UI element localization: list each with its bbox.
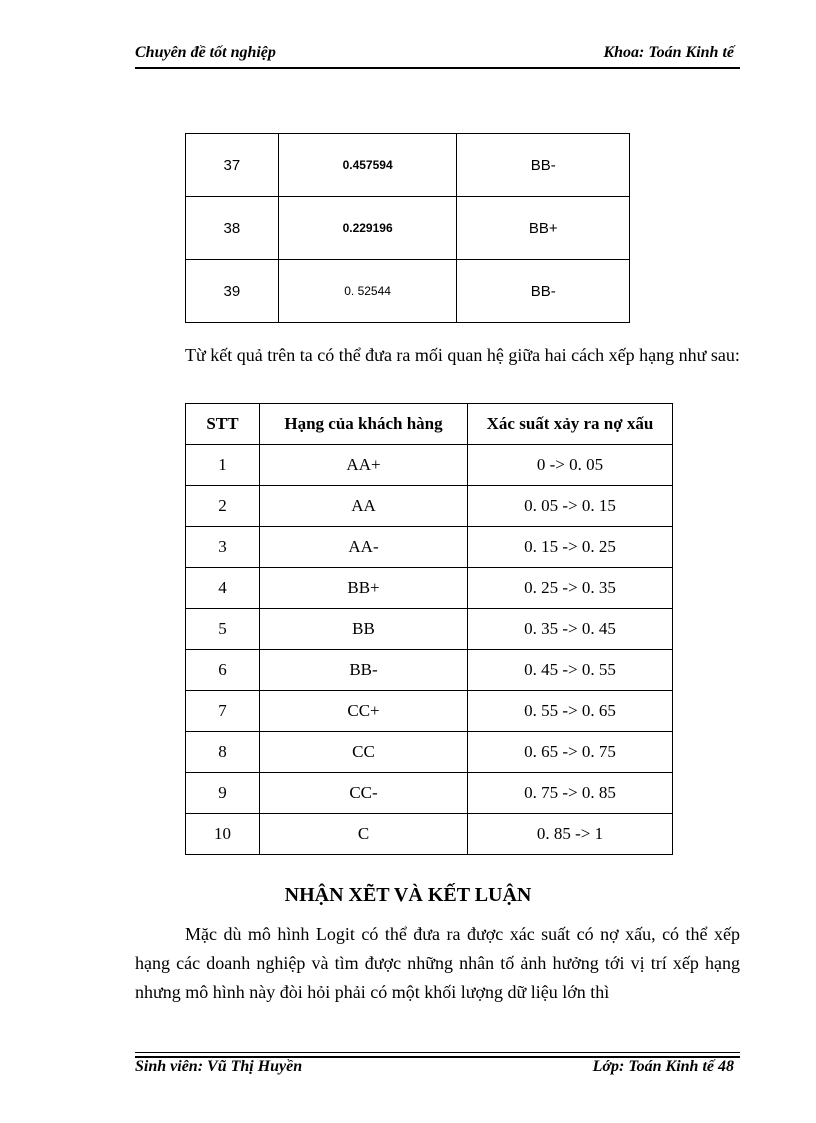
table-cell-probability: 0.229196 bbox=[278, 197, 457, 260]
footer-left-text: Sinh viên: Vũ Thị Huyền bbox=[135, 1058, 303, 1075]
header-rule bbox=[135, 67, 740, 69]
page-footer bbox=[135, 1058, 740, 1080]
column-header-probability: Xác suất xảy ra nợ xấu bbox=[468, 404, 673, 445]
table-cell-rank: AA+ bbox=[260, 445, 468, 486]
table-row bbox=[186, 260, 630, 323]
table-cell-stt: 5 bbox=[186, 609, 260, 650]
table-row bbox=[186, 527, 673, 568]
table-cell-probability: 0. 85 -> 1 bbox=[468, 814, 673, 855]
table-cell-probability: 0.457594 bbox=[278, 134, 457, 197]
table-cell-rank: BB- bbox=[457, 260, 630, 323]
table-cell-probability: 0. 65 -> 0. 75 bbox=[468, 732, 673, 773]
table-cell-probability: 0. 15 -> 0. 25 bbox=[468, 527, 673, 568]
table-cell-probability: 0. 75 -> 0. 85 bbox=[468, 773, 673, 814]
table-row bbox=[186, 650, 673, 691]
table-cell-stt: 3 bbox=[186, 527, 260, 568]
table-row bbox=[186, 732, 673, 773]
table-cell-stt: 39 bbox=[186, 260, 279, 323]
table-cell-stt: 1 bbox=[186, 445, 260, 486]
table-cell-rank: BB bbox=[260, 609, 468, 650]
table-row bbox=[186, 773, 673, 814]
table-cell-rank: CC+ bbox=[260, 691, 468, 732]
table-cell-rank: CC bbox=[260, 732, 468, 773]
section-title: NHẬN XẼT VÀ KẾT LUẬN bbox=[284, 884, 532, 906]
table-row bbox=[186, 486, 673, 527]
table-cell-stt: 10 bbox=[186, 814, 260, 855]
table-row bbox=[186, 609, 673, 650]
table-row bbox=[186, 814, 673, 855]
table-cell-probability: 0. 35 -> 0. 45 bbox=[468, 609, 673, 650]
conclusion-paragraph bbox=[135, 920, 740, 1007]
header-right-text: Khoa: Toán Kinh tế bbox=[603, 44, 734, 61]
table-cell-stt: 7 bbox=[186, 691, 260, 732]
table-cell-rank: BB+ bbox=[260, 568, 468, 609]
table-cell-probability: 0. 45 -> 0. 55 bbox=[468, 650, 673, 691]
page-header bbox=[135, 44, 740, 66]
table-cell-stt: 2 bbox=[186, 486, 260, 527]
table-cell-rank: C bbox=[260, 814, 468, 855]
table-cell-rank: BB- bbox=[457, 134, 630, 197]
table-row bbox=[186, 445, 673, 486]
table-row bbox=[186, 568, 673, 609]
table-cell-rank: AA bbox=[260, 486, 468, 527]
table-cell-stt: 37 bbox=[186, 134, 279, 197]
table-cell-rank: AA- bbox=[260, 527, 468, 568]
conclusion-paragraph-text: Mặc dù mô hình Logit có thể đưa ra được xác suất có nợ xấu, có thể xếp hạng các doanh nghiệp và tìm được những nhân tố ảnh hưởng tới vị trí xếp hạng nhưng mô hình này đòi hỏi phải có một khối lượng dữ liệu lớn thì bbox=[135, 924, 740, 1002]
table-cell-stt: 6 bbox=[186, 650, 260, 691]
intro-paragraph bbox=[135, 341, 740, 370]
table-cell-probability: 0. 25 -> 0. 35 bbox=[468, 568, 673, 609]
intro-paragraph-text: Từ kết quả trên ta có thể đưa ra mối quan hệ giữa hai cách xếp hạng như sau: bbox=[185, 345, 740, 365]
table-cell-stt: 4 bbox=[186, 568, 260, 609]
table-cell-probability: 0. 05 -> 0. 15 bbox=[468, 486, 673, 527]
scores-table bbox=[185, 133, 630, 323]
table-cell-rank: CC- bbox=[260, 773, 468, 814]
table-cell-stt: 38 bbox=[186, 197, 279, 260]
table-cell-rank: BB+ bbox=[457, 197, 630, 260]
footer-right-text: Lớp: Toán Kinh tế 48 bbox=[592, 1058, 734, 1075]
column-header-rank: Hạng của khách hàng bbox=[260, 404, 468, 445]
rank-mapping-table bbox=[185, 403, 673, 855]
table-row bbox=[186, 197, 630, 260]
table-row bbox=[186, 691, 673, 732]
footer-rule-thin bbox=[135, 1052, 740, 1053]
table-row bbox=[186, 134, 630, 197]
column-header-stt: STT bbox=[186, 404, 260, 445]
table-cell-probability: 0. 55 -> 0. 65 bbox=[468, 691, 673, 732]
header-left-text: Chuyên đề tốt nghiệp bbox=[135, 44, 276, 61]
table-cell-stt: 9 bbox=[186, 773, 260, 814]
table-cell-probability: 0 -> 0. 05 bbox=[468, 445, 673, 486]
table-cell-rank: BB- bbox=[260, 650, 468, 691]
table-cell-stt: 8 bbox=[186, 732, 260, 773]
table-cell-probability: 0. 52544 bbox=[278, 260, 457, 323]
table-header-row bbox=[186, 404, 673, 445]
